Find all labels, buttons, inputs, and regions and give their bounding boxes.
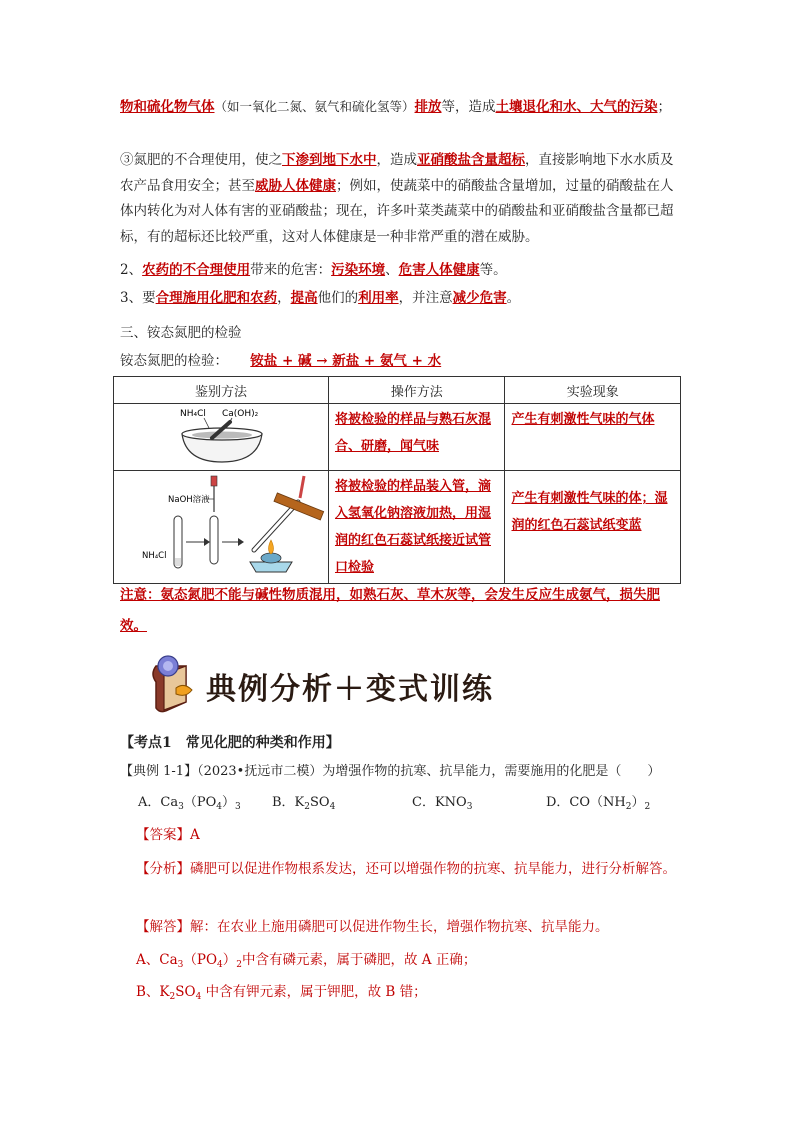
header-phenomenon: 实验现象	[505, 377, 681, 404]
answer-tag: 【答案】	[136, 827, 190, 843]
option-b[interactable]: B．$K_2SO_4$	[272, 795, 336, 812]
paragraph-pollution-gases	[120, 94, 680, 120]
text: 3、要	[120, 290, 156, 306]
text: （如一氧化二氮、氨气和硫化氢等）	[214, 99, 415, 114]
section-heading: 三、铵态氮肥的检验	[120, 325, 242, 341]
text: ，造成	[376, 152, 417, 168]
solution-a-line: A、$Ca_3(PO_4)_2$中含有磷元素，属于磷肥，故 A 正确；	[136, 952, 477, 970]
solution-line	[136, 914, 686, 940]
text: ③氮肥的不合理使用，使之	[120, 152, 282, 168]
text: 。	[506, 290, 521, 306]
answer-line	[136, 822, 696, 848]
analysis-text: 磷肥可以促进作物根系发达，还可以增强作物的抗寒、抗旱能力，进行分析解答。	[190, 861, 676, 877]
text-emph: 威胁人体健康	[255, 177, 336, 194]
scroll-icon	[146, 652, 202, 716]
table-row	[114, 471, 681, 584]
text: ；	[657, 99, 672, 115]
test-label: 铵态氮肥的检验：	[120, 353, 228, 369]
operation-heat: 将被检验的样品装入管，滴入氢氧化钠溶液加热，用湿润的红色石蕊试纸接近试管口检验	[328, 471, 505, 584]
solution-tag: 【解答】	[136, 919, 190, 935]
text: ；例如，使蔬菜中的硝酸盐含量增加，过量的硝酸盐在人体内转化为对人体有害的亚硝酸盐；现在，许多叶菜类蔬菜中的硝酸盐和亚硝酸盐含量都已超标，有的超标还比较严重，这对人体健康是一种非常严重的潜在威胁。	[120, 177, 674, 245]
text-emph: 污染环境	[331, 262, 386, 278]
figure-label-nh4cl: NH₄Cl	[180, 409, 206, 419]
text: 带来的危害：	[250, 262, 332, 278]
option-d[interactable]: D．$CO(NH_2)_2$	[546, 795, 651, 812]
text: ，	[277, 290, 291, 306]
text: 、	[385, 262, 399, 278]
text-emph: 亚硝酸盐含量超标	[417, 152, 525, 168]
caution-note	[120, 580, 682, 642]
result-grind: 产生有刺激性气味的气体	[505, 404, 681, 471]
table-header-row	[114, 377, 681, 404]
mortar-figure-cell	[114, 404, 329, 471]
text: ，并注意	[398, 290, 453, 306]
paragraph-rational-use	[120, 285, 680, 311]
heating-figure-cell	[114, 471, 329, 584]
section-banner	[146, 652, 494, 718]
test-formula: 铵盐 + 碱 → 新盐 + 氨气 + 水	[250, 353, 442, 369]
option-a[interactable]: A．$Ca_3(PO_4)_3$	[138, 795, 241, 812]
header-method: 鉴别方法	[114, 377, 329, 404]
text: 等。	[479, 262, 507, 278]
text-emph: 农药的不合理使用	[142, 262, 251, 278]
figure-label-caoh2: Ca(OH)₂	[222, 409, 259, 419]
note-text: 注意：氨态氮肥不能与碱性物质混用，如熟石灰、草木灰等，会发生反应生成氨气，损失肥效。	[120, 587, 660, 634]
test-formula-line	[120, 348, 680, 374]
table-row	[114, 404, 681, 471]
heating-tube-figure	[114, 472, 327, 578]
text: 他们的	[317, 290, 359, 306]
text-emph: 减少危害	[452, 290, 507, 306]
text-emph: 排放	[414, 99, 442, 115]
text-emph: 土壤退化和水、大气的污染	[495, 99, 658, 115]
ammonium-test-table	[113, 376, 681, 584]
text-emph: 合理施用化肥和农药	[155, 290, 278, 306]
figure-label-naoh: NaOH溶液	[168, 495, 210, 505]
solution-b-line: B、$K_2SO_4$ 中含有钾元素，属于钾肥，故 B 错；	[136, 984, 427, 1002]
solution-text: 解：在农业上施用磷肥可以促进作物生长，增强作物抗寒、抗旱能力。	[190, 919, 609, 935]
figure-label-nh4cl-2: NH₄Cl	[142, 551, 167, 561]
operation-grind: 将被检验的样品与熟石灰混合、研磨，闻气味	[328, 404, 505, 471]
answer-value: A	[190, 827, 200, 843]
mortar-pestle-figure	[114, 404, 327, 466]
kaodian-heading: 【考点1 常见化肥的种类和作用】	[120, 735, 340, 751]
text-emph: 利用率	[358, 290, 399, 306]
text: 2、	[120, 262, 143, 278]
example-question: 【典例 1-1】（2023•抚远市二模）为增强作物的抗寒、抗旱能力，需要施用的化肥是（ ）	[120, 764, 661, 779]
result-heat: 产生有刺激性气味的体；湿润的红色石蕊试纸变蓝	[505, 471, 681, 584]
paragraph-nitrogen-fertilizer	[120, 148, 680, 250]
banner-title: 典例分析＋变式训练	[206, 672, 494, 707]
analysis-block	[120, 855, 682, 883]
text-emph: 下渗到地下水中	[282, 152, 377, 168]
paragraph-pesticide	[120, 257, 680, 283]
text: 等，造成	[441, 99, 496, 115]
header-operation: 操作方法	[328, 377, 505, 404]
analysis-tag: 【分析】	[136, 861, 190, 877]
text: ，直接影响地下水水质及农产品食用安全；甚至	[120, 152, 674, 194]
option-c[interactable]: C．$KNO_3$	[412, 795, 473, 812]
text-emph: 提高	[290, 290, 318, 306]
text-emph: 物和硫化物气体	[120, 99, 215, 115]
text-emph: 危害人体健康	[398, 262, 480, 278]
